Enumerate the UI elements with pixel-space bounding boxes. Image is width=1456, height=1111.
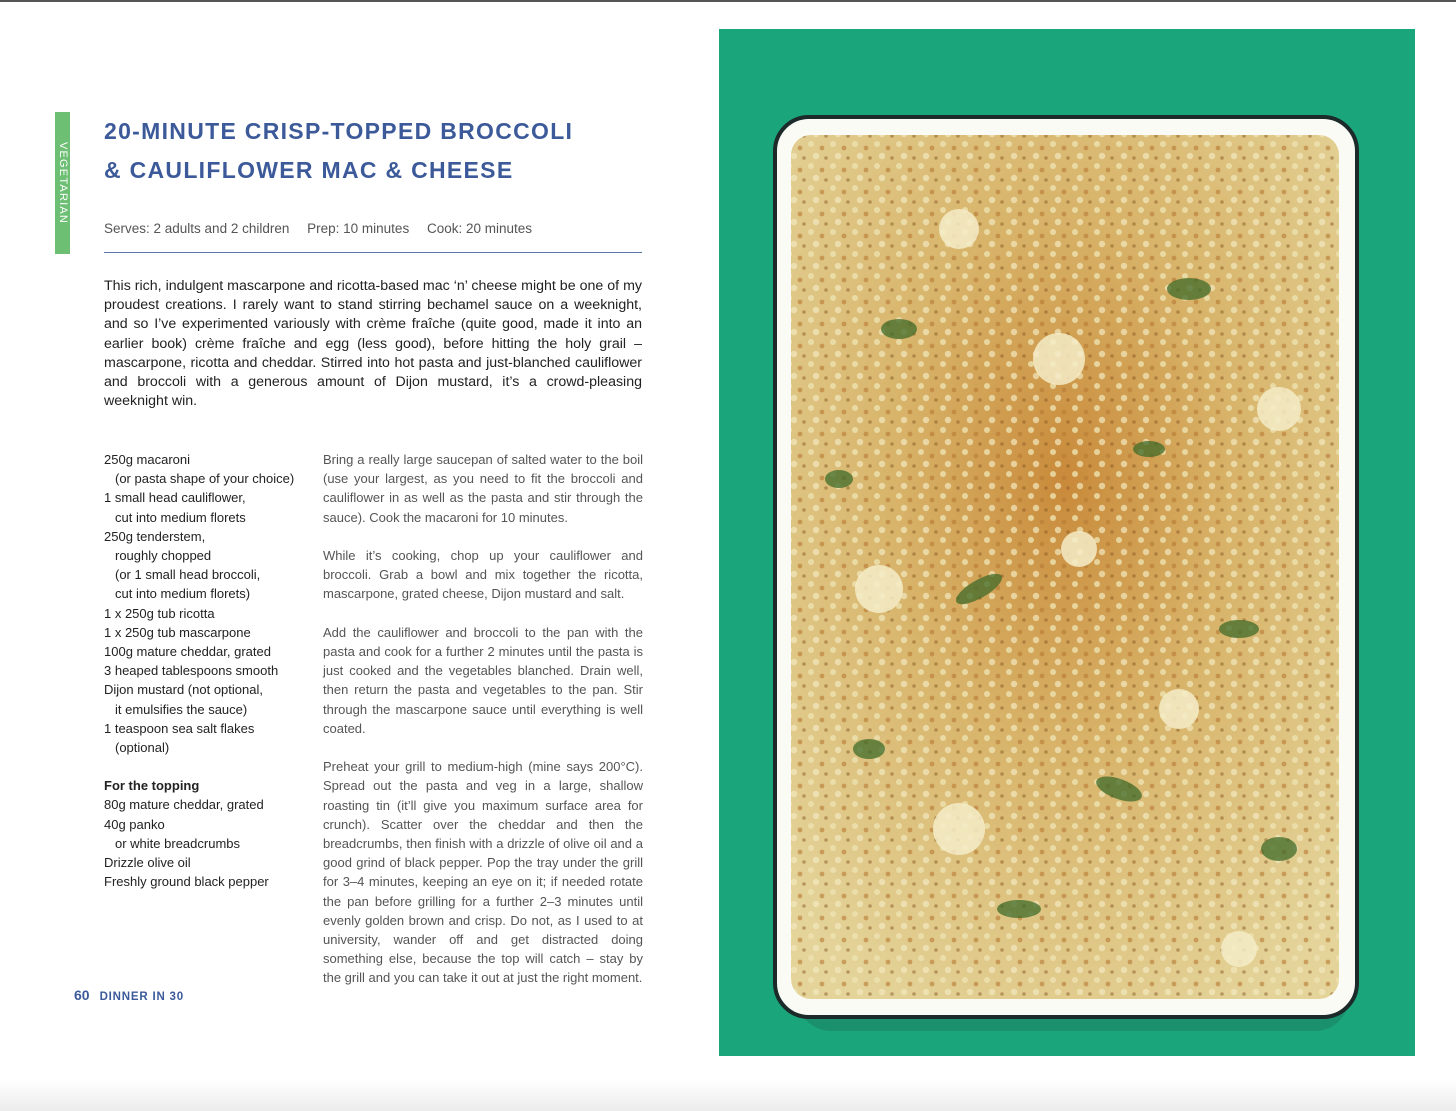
book-title: DINNER IN 30 [99, 991, 184, 1003]
recipe-title [104, 112, 664, 190]
page-number: 60 [74, 987, 90, 1003]
ingredient-line: 100g mature cheddar, grated [104, 644, 271, 660]
topping-line: 80g mature cheddar, grated [104, 797, 264, 813]
method-step: While it’s cooking, chop up your cauliflower and broccoli. Grab a bowl and mix together the ricotta, mascarpone, grated cheese, Dijon mustard and salt. [323, 548, 643, 602]
top-rule [0, 0, 1456, 2]
section-tab-label: VEGETARIAN [56, 141, 69, 225]
recipe-photo [719, 29, 1415, 1056]
meta-divider [104, 252, 642, 253]
ingredient-line: 1 x 250g tub mascarpone [104, 624, 251, 640]
topping-line: Drizzle olive oil [104, 855, 191, 871]
recipe-meta [104, 221, 644, 236]
ingredient-line: it emulsifies the sauce) [115, 701, 248, 717]
serves-text: Serves: 2 adults and 2 children [104, 221, 290, 236]
ingredient-line: 1 small head cauliflower, [104, 490, 246, 506]
method-steps [323, 450, 643, 1007]
topping-heading: For the topping [104, 778, 200, 794]
ingredient-line: 250g macaroni [104, 452, 190, 467]
bottom-edge-shadow [0, 1080, 1456, 1111]
method-step: Preheat your grill to medium-high (mine says 200°C). Spread out the pasta and veg in a large, shallow roasting tin (it’ll give you maximum surface area for crunch). Scatter over the cheddar and then the breadcrumbs, then finish with a drizzle of olive oil and a good grind of black pepper. Pop the tray under the grill for 3–4 minutes, keeping an eye on it; if needed rotate the pan before grilling for a further 2–3 minutes until evenly golden brown and crisp. Do not, as I used to at university, wander off and get distracted doing something else, because the top will catch – stay by the grill and you can take it out at just the right moment. [323, 759, 643, 986]
mac-cheese-tray-illustration [719, 29, 1415, 1056]
ingredient-line: 1 x 250g tub ricotta [104, 605, 215, 621]
topping-line: or white breadcrumbs [115, 835, 240, 851]
ingredient-line: cut into medium florets [115, 509, 246, 525]
ingredient-line: cut into medium florets) [115, 586, 251, 602]
ingredient-line: 1 teaspoon sea salt flakes [104, 720, 255, 736]
section-tab-vegetarian [55, 112, 70, 254]
ingredients-list [104, 450, 314, 891]
ingredient-line: (or 1 small head broccoli, [115, 567, 261, 583]
recipe-title-line1: 20-MINUTE CRISP-TOPPED BROCCOLI [104, 118, 574, 144]
method-step: Add the cauliflower and broccoli to the pan with the pasta and cook for a further 2 minutes until the pasta is just cooked and the vegetables blanched. Drain well, then return the pasta and vegetables to the pan. Stir through the mascarpone sauce until everything is well coated. [323, 624, 643, 736]
ingredient-line: roughly chopped [115, 548, 212, 564]
ingredient-line: 250g tenderstem, [104, 528, 206, 544]
page-footer [74, 987, 184, 1003]
prep-time-text: Prep: 10 minutes [307, 221, 410, 236]
topping-line: 40g panko [104, 816, 165, 832]
ingredient-line: Dijon mustard (not optional, [104, 682, 263, 698]
recipe-intro: This rich, indulgent mascarpone and ricotta-based mac ‘n’ cheese might be one of my proudest creations. I rarely want to stand stirring bechamel sauce on a weeknight, and so I’ve experimented variously with crème fraîche (quite good, made it into an earlier book) crème fraîche and egg (less good), before hitting the holy grail – mascarpone, ricotta and cheddar. Stirred into hot pasta and just-blanched cauliflower and broccoli with a generous amount of Dijon mustard, it’s a crowd-pleasing weeknight win. [104, 278, 642, 410]
method-step: Bring a really large saucepan of salted water to the boil (use your largest, as you need to fit the broccoli and cauliflower in as well as the pasta and stir through the sauce). Cook the macaroni for 10 minutes. [323, 452, 643, 525]
recipe-title-line2: & CAULIFLOWER MAC & CHEESE [104, 157, 514, 183]
ingredient-line: (or pasta shape of your choice) [115, 471, 295, 487]
cook-time-text: Cook: 20 minutes [426, 221, 533, 236]
ingredient-line: 3 heaped tablespoons smooth [104, 663, 279, 679]
ingredient-line: (optional) [115, 740, 170, 756]
topping-line: Freshly ground black pepper [104, 874, 269, 890]
